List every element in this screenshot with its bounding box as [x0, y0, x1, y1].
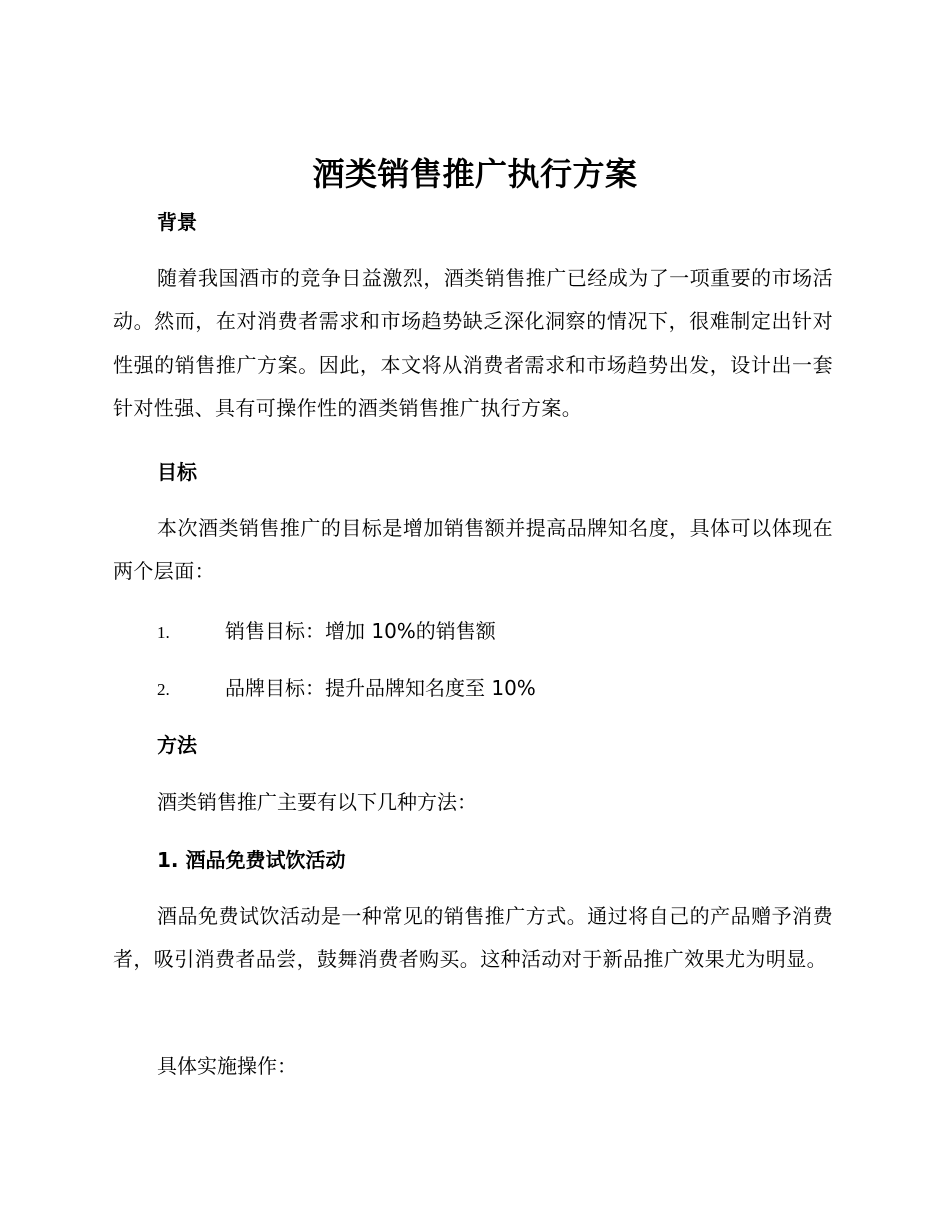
implementation-label: 具体实施操作： [157, 1054, 297, 1078]
background-paragraph: 随着我国酒市的竞争日益激烈，酒类销售推广已经成为了一项重要的市场活动。然而，在对消费者需求和市场趋势缺乏深化洞察的情况下，很难制定出针对性强的销售推广方案。因此，本文将从消费者需求和市场趋势出发，设计出一套针对性强、具有可操作性的酒类销售推广执行方案。 [113, 266, 833, 420]
methods-intro: 酒类销售推广主要有以下几种方法： [157, 790, 477, 814]
free-tasting-paragraph: 酒品免费试饮活动是一种常见的销售推广方式。通过将自己的产品赠予消费者，吸引消费者品尝，鼓舞消费者购买。这种活动对于新品推广效果尤为明显。 [113, 904, 833, 972]
section-heading-background: 背景 [157, 210, 197, 234]
section-heading-methods: 方法 [157, 733, 197, 757]
section-heading-goals: 目标 [157, 460, 197, 484]
list-number: 2. [157, 680, 170, 699]
goal-list-item [157, 674, 536, 704]
goal-list-item [157, 617, 496, 647]
list-number: 1. [157, 623, 170, 642]
list-text: 品牌目标：提升品牌知名度至 10% [225, 676, 536, 700]
goals-paragraph: 本次酒类销售推广的目标是增加销售额并提高品牌知名度，具体可以体现在两个层面： [113, 516, 833, 584]
subsection-heading-free-tasting: 1. 酒品免费试饮活动 [157, 848, 346, 872]
document-title: 酒类销售推广执行方案 [312, 155, 638, 193]
list-text: 销售目标：增加 10%的销售额 [225, 619, 496, 643]
